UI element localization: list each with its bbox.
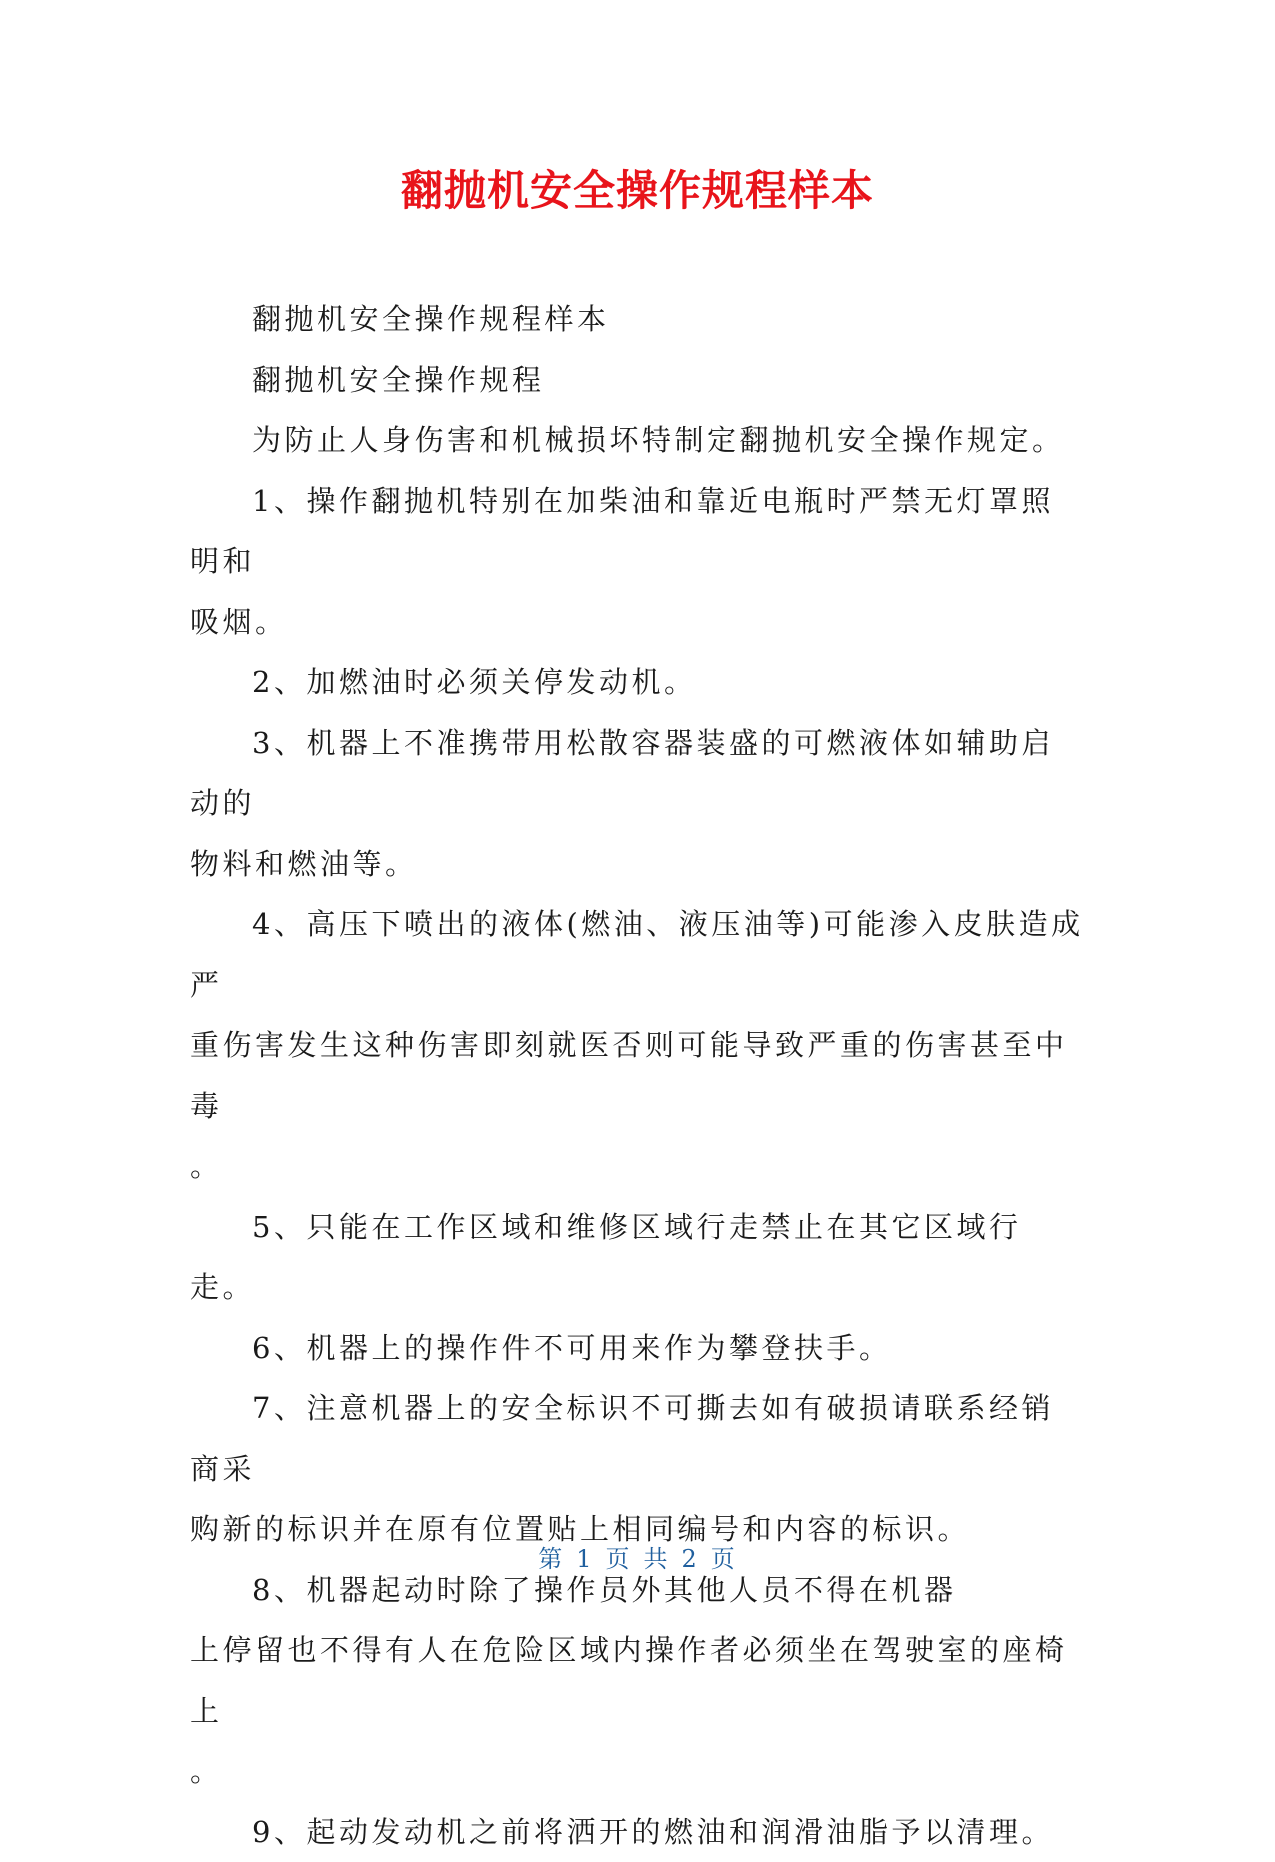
footer-total-label: 共 [644, 1545, 670, 1573]
footer-current-page: 1 [576, 1545, 593, 1573]
page-footer [0, 1544, 1275, 1574]
paragraph-line: 6、机器上的操作件不可用来作为攀登扶手。 [190, 1318, 1085, 1379]
paragraph-line: 翻抛机安全操作规程样本 [190, 289, 1085, 350]
paragraph-line: 3、机器上不准携带用松散容器装盛的可燃液体如辅助启动的 [190, 713, 1085, 834]
paragraph-line: 为防止人身伤害和机械损坏特制定翻抛机安全操作规定。 [190, 410, 1085, 471]
paragraph [190, 713, 1085, 895]
document-body [190, 289, 1085, 1862]
paragraph-line: 1、操作翻抛机特别在加柴油和靠近电瓶时严禁无灯罩照明和 [190, 471, 1085, 592]
paragraph-line: 5、只能在工作区域和维修区域行走禁止在其它区域行走。 [190, 1197, 1085, 1318]
paragraph [190, 289, 1085, 350]
paragraph [190, 350, 1085, 411]
paragraph-line: 重伤害发生这种伤害即刻就医否则可能导致严重的伤害甚至中毒 [190, 1015, 1085, 1136]
paragraph [190, 652, 1085, 713]
paragraph-line: 。 [190, 1741, 1085, 1802]
footer-page-unit: 页 [606, 1545, 632, 1573]
paragraph-line: 购新的标识并在原有位置贴上相同编号和内容的标识。 [190, 1499, 1085, 1560]
footer-total-pages: 2 [682, 1545, 699, 1573]
paragraph-line: 4、高压下喷出的液体(燃油、液压油等)可能渗入皮肤造成严 [190, 894, 1085, 1015]
paragraph [190, 410, 1085, 471]
paragraph-line: 8、机器起动时除了操作员外其他人员不得在机器 [190, 1560, 1085, 1621]
paragraph [190, 471, 1085, 653]
paragraph [190, 1197, 1085, 1318]
document-title: 翻抛机安全操作规程样本 [0, 163, 1275, 219]
paragraph-line: 上停留也不得有人在危险区域内操作者必须坐在驾驶室的座椅上 [190, 1620, 1085, 1741]
paragraph-line: 9、起动发动机之前将洒开的燃油和润滑油脂予以清理。 [190, 1802, 1085, 1862]
footer-pages-unit: 页 [711, 1545, 737, 1573]
paragraph-line: 吸烟。 [190, 592, 1085, 653]
paragraph [190, 1560, 1085, 1802]
paragraph-line: 翻抛机安全操作规程 [190, 350, 1085, 411]
paragraph-line: 物料和燃油等。 [190, 834, 1085, 895]
paragraph-line: 7、注意机器上的安全标识不可撕去如有破损请联系经销商采 [190, 1378, 1085, 1499]
paragraph [190, 1318, 1085, 1379]
paragraph [190, 1802, 1085, 1862]
paragraph-line: 。 [190, 1136, 1085, 1197]
paragraph [190, 1378, 1085, 1560]
footer-page-label: 第 [538, 1545, 564, 1573]
paragraph [190, 894, 1085, 1197]
paragraph-line: 2、加燃油时必须关停发动机。 [190, 652, 1085, 713]
